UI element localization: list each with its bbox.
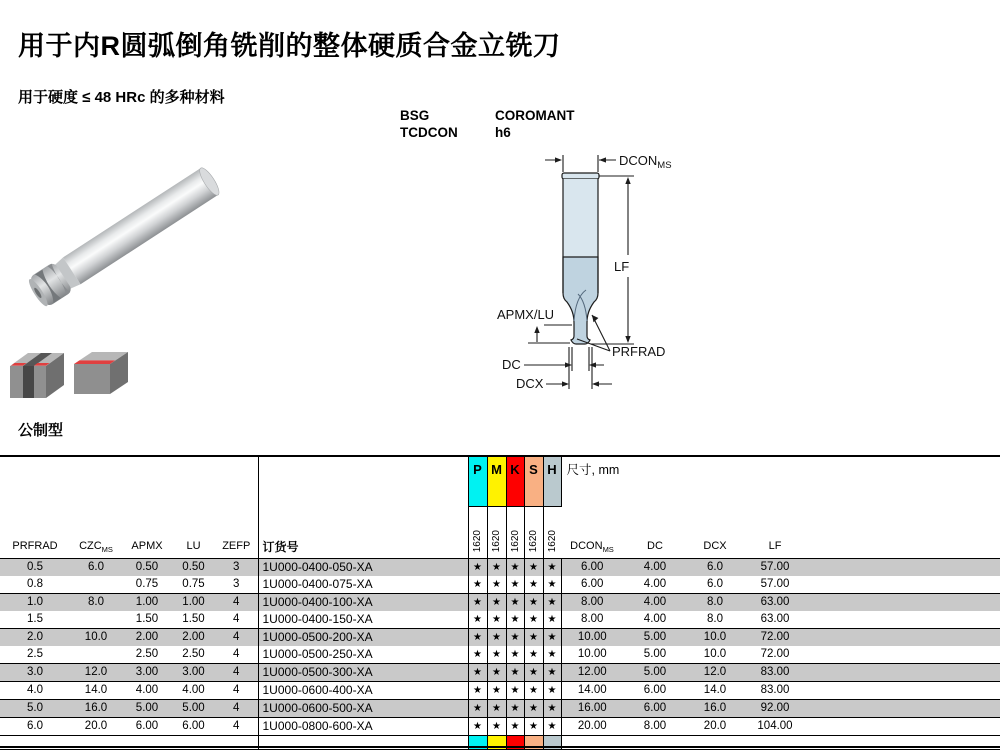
cell-apmx: 5.00 [122,699,172,717]
star-cell: ★ [543,628,561,646]
cell-order-code: 1U000-0600-400-XA [258,681,468,699]
cell-apmx: 1.00 [122,593,172,611]
product-photo [8,148,308,323]
star-cell: ★ [524,663,543,681]
size-header: 尺寸, mm [561,456,1000,506]
spec-value-bsg: COROMANT [495,108,575,123]
cell-filler [807,663,1000,681]
cell-dcon: 10.00 [561,628,623,646]
star-cell: ★ [506,646,524,664]
cell-prfrad: 2.0 [0,628,70,646]
material-column-M: M [487,456,506,506]
table-row [0,576,1000,594]
cell-dc: 6.00 [623,681,687,699]
grade-header [543,506,561,558]
cell-lf: 57.00 [743,558,807,576]
star-cell: ★ [524,717,543,735]
spec-label-tcdcon: TCDCON [400,125,458,140]
cell-dcon: 8.00 [561,611,623,629]
star-cell: ★ [487,699,506,717]
star-cell: ★ [524,646,543,664]
spec-value-tcdcon: h6 [495,125,511,140]
grade-header [506,506,524,558]
table-body [0,558,1000,735]
star-cell: ★ [543,558,561,576]
star-cell: ★ [524,611,543,629]
cell-apmx: 0.50 [122,558,172,576]
table-row [0,593,1000,611]
cell-lu: 2.50 [172,646,215,664]
table-row [0,681,1000,699]
star-cell: ★ [524,593,543,611]
col-header-order: 订货号 [258,456,468,558]
table-row [0,628,1000,646]
cell-apmx: 0.75 [122,576,172,594]
star-cell: ★ [524,576,543,594]
cell-filler [807,681,1000,699]
cell-prfrad: 4.0 [0,681,70,699]
cell-lf: 57.00 [743,576,807,594]
lf-label: LF [614,259,630,274]
dcon-label: $DCON_{MS}$ [619,153,672,171]
cell-czc: 6.0 [70,558,122,576]
cell-czc [70,576,122,594]
star-cell: ★ [524,681,543,699]
catalog-table [0,455,1000,750]
grade-header [524,506,543,558]
star-cell: ★ [506,663,524,681]
star-cell: ★ [468,593,487,611]
cell-czc: 20.0 [70,717,122,735]
star-cell: ★ [506,681,524,699]
cell-zefp: 4 [215,717,258,735]
cell-lf: 92.00 [743,699,807,717]
header-filler [807,506,1000,558]
grade-header [487,506,506,558]
cell-filler [807,576,1000,594]
cell-dcx: 16.0 [687,699,743,717]
cell-dc: 5.00 [623,628,687,646]
grade-label: 1620 [509,530,521,553]
bottom-rule [0,746,1000,748]
cell-prfrad: 0.8 [0,576,70,594]
cell-lu: 1.50 [172,611,215,629]
cell-lf: 63.00 [743,593,807,611]
cell-zefp: 4 [215,611,258,629]
col-header-dcx: DCX [687,506,743,558]
cell-filler [807,611,1000,629]
star-cell: ★ [506,699,524,717]
cell-prfrad: 1.0 [0,593,70,611]
cell-zefp: 4 [215,663,258,681]
cell-lu: 2.00 [172,628,215,646]
star-cell: ★ [487,593,506,611]
grade-label: 1620 [491,530,502,553]
spec-row [400,124,575,141]
cell-czc: 16.0 [70,699,122,717]
cell-apmx: 1.50 [122,611,172,629]
cell-zefp: 4 [215,699,258,717]
cell-filler [807,593,1000,611]
cell-lu: 0.75 [172,576,215,594]
col-header-lf: LF [743,506,807,558]
table-row [0,663,1000,681]
spec-block [400,107,575,141]
table-header [0,456,1000,558]
cell-order-code: 1U000-0400-150-XA [258,611,468,629]
cell-order-code: 1U000-0800-600-XA [258,717,468,735]
material-column-H: H [543,456,561,506]
star-cell: ★ [506,628,524,646]
col-header-prfrad: PRFRAD [0,456,70,558]
cell-lu: 6.00 [172,717,215,735]
cell-zefp: 4 [215,681,258,699]
cell-filler [807,558,1000,576]
cell-order-code: 1U000-0500-250-XA [258,646,468,664]
cell-lu: 3.00 [172,663,215,681]
cell-czc: 8.0 [70,593,122,611]
cell-dcon: 16.00 [561,699,623,717]
cell-dcx: 14.0 [687,681,743,699]
cell-zefp: 4 [215,646,258,664]
material-column-S: S [524,456,543,506]
cell-czc: 12.0 [70,663,122,681]
cell-dcx: 10.0 [687,628,743,646]
col-header-dcon: $DCON_{MS}$ [561,506,623,558]
star-cell: ★ [487,681,506,699]
cell-dcx: 12.0 [687,663,743,681]
cell-dcon: 12.00 [561,663,623,681]
grade-label: 1620 [472,530,483,553]
cell-apmx: 2.00 [122,628,172,646]
star-cell: ★ [487,558,506,576]
dc-label: DC [502,357,521,372]
material-column-K: K [506,456,524,506]
star-cell: ★ [468,558,487,576]
cell-dc: 8.00 [623,717,687,735]
star-cell: ★ [506,717,524,735]
cell-dc: 4.00 [623,593,687,611]
star-cell: ★ [487,646,506,664]
star-cell: ★ [468,717,487,735]
cell-apmx: 2.50 [122,646,172,664]
block-workpiece-icon [74,352,128,394]
spec-label-bsg: BSG [400,108,430,123]
grade-label: 1620 [528,530,539,553]
page-title: 用于内R圆弧倒角铣削的整体硬质合金立铣刀 [18,31,561,61]
star-cell: ★ [487,611,506,629]
cell-czc [70,646,122,664]
star-cell: ★ [524,558,543,576]
cell-filler [807,646,1000,664]
cell-dc: 4.00 [623,558,687,576]
star-cell: ★ [524,628,543,646]
cell-lu: 0.50 [172,558,215,576]
cell-dcx: 8.0 [687,593,743,611]
cell-zefp: 4 [215,628,258,646]
col-header-lu: LU [172,456,215,558]
cell-prfrad: 1.5 [0,611,70,629]
cell-prfrad: 6.0 [0,717,70,735]
star-cell: ★ [468,576,487,594]
star-cell: ★ [524,699,543,717]
apmx-lu-label: APMX/LU [497,307,555,322]
table-row [0,699,1000,717]
cell-zefp: 3 [215,576,258,594]
star-cell: ★ [543,611,561,629]
star-cell: ★ [468,663,487,681]
cell-order-code: 1U000-0500-200-XA [258,628,468,646]
cell-apmx: 4.00 [122,681,172,699]
star-cell: ★ [468,628,487,646]
cell-order-code: 1U000-0400-100-XA [258,593,468,611]
star-cell: ★ [487,576,506,594]
cell-dcon: 14.00 [561,681,623,699]
star-cell: ★ [506,558,524,576]
spec-row [400,107,575,124]
star-cell: ★ [543,576,561,594]
cell-lu: 1.00 [172,593,215,611]
cell-order-code: 1U000-0500-300-XA [258,663,468,681]
col-header-apmx: APMX [122,456,172,558]
cell-order-code: 1U000-0400-075-XA [258,576,468,594]
cell-dcon: 20.00 [561,717,623,735]
dcx-label: DCX [516,376,544,391]
table-row [0,646,1000,664]
cell-lu: 4.00 [172,681,215,699]
star-cell: ★ [487,663,506,681]
cell-lf: 104.00 [743,717,807,735]
cell-filler [807,717,1000,735]
page-subtitle: 用于硬度 ≤ 48 HRc 的多种材料 [18,89,225,106]
star-cell: ★ [487,717,506,735]
cell-dc: 4.00 [623,611,687,629]
cell-dcon: 6.00 [561,558,623,576]
technical-diagram [488,143,703,401]
cell-filler [807,699,1000,717]
col-header-czc: $CZC_{MS}$ [70,456,122,558]
star-cell: ★ [543,699,561,717]
material-column-P: P [468,456,487,506]
cell-apmx: 6.00 [122,717,172,735]
cell-dcx: 6.0 [687,576,743,594]
cell-lu: 5.00 [172,699,215,717]
end-mill-image [25,164,223,309]
star-cell: ★ [543,646,561,664]
cell-dcx: 10.0 [687,646,743,664]
workpiece-icons [8,348,133,406]
cell-dc: 5.00 [623,663,687,681]
col-header-zefp: ZEFP [215,456,258,558]
cell-lf: 83.00 [743,681,807,699]
star-cell: ★ [468,699,487,717]
star-cell: ★ [543,663,561,681]
star-cell: ★ [487,628,506,646]
col-header-dc: DC [623,506,687,558]
cell-dc: 6.00 [623,699,687,717]
cell-lf: 72.00 [743,628,807,646]
cell-filler [807,628,1000,646]
cell-dcx: 8.0 [687,611,743,629]
star-cell: ★ [468,611,487,629]
grade-header [468,506,487,558]
star-cell: ★ [543,717,561,735]
cell-prfrad: 5.0 [0,699,70,717]
cell-dcon: 8.00 [561,593,623,611]
table-row [0,558,1000,576]
slot-workpiece-icon [10,353,64,398]
star-cell: ★ [543,593,561,611]
cell-order-code: 1U000-0400-050-XA [258,558,468,576]
table-row [0,611,1000,629]
cell-prfrad: 0.5 [0,558,70,576]
star-cell: ★ [506,593,524,611]
cell-dcon: 6.00 [561,576,623,594]
star-cell: ★ [468,681,487,699]
cell-lf: 63.00 [743,611,807,629]
cell-prfrad: 3.0 [0,663,70,681]
cell-czc: 14.0 [70,681,122,699]
cell-czc: 10.0 [70,628,122,646]
cell-lf: 72.00 [743,646,807,664]
prfrad-label: PRFRAD [612,344,666,359]
section-title: 公制型 [18,422,64,439]
cell-dcon: 10.00 [561,646,623,664]
star-cell: ★ [506,611,524,629]
cell-apmx: 3.00 [122,663,172,681]
star-cell: ★ [506,576,524,594]
cell-dc: 5.00 [623,646,687,664]
star-cell: ★ [468,646,487,664]
cell-order-code: 1U000-0600-500-XA [258,699,468,717]
cell-dcx: 20.0 [687,717,743,735]
grade-label: 1620 [546,530,558,553]
cell-dc: 4.00 [623,576,687,594]
table-row [0,717,1000,735]
cell-dcx: 6.0 [687,558,743,576]
cell-prfrad: 2.5 [0,646,70,664]
cell-czc [70,611,122,629]
cell-zefp: 3 [215,558,258,576]
star-cell: ★ [543,681,561,699]
cell-lf: 83.00 [743,663,807,681]
cell-zefp: 4 [215,593,258,611]
